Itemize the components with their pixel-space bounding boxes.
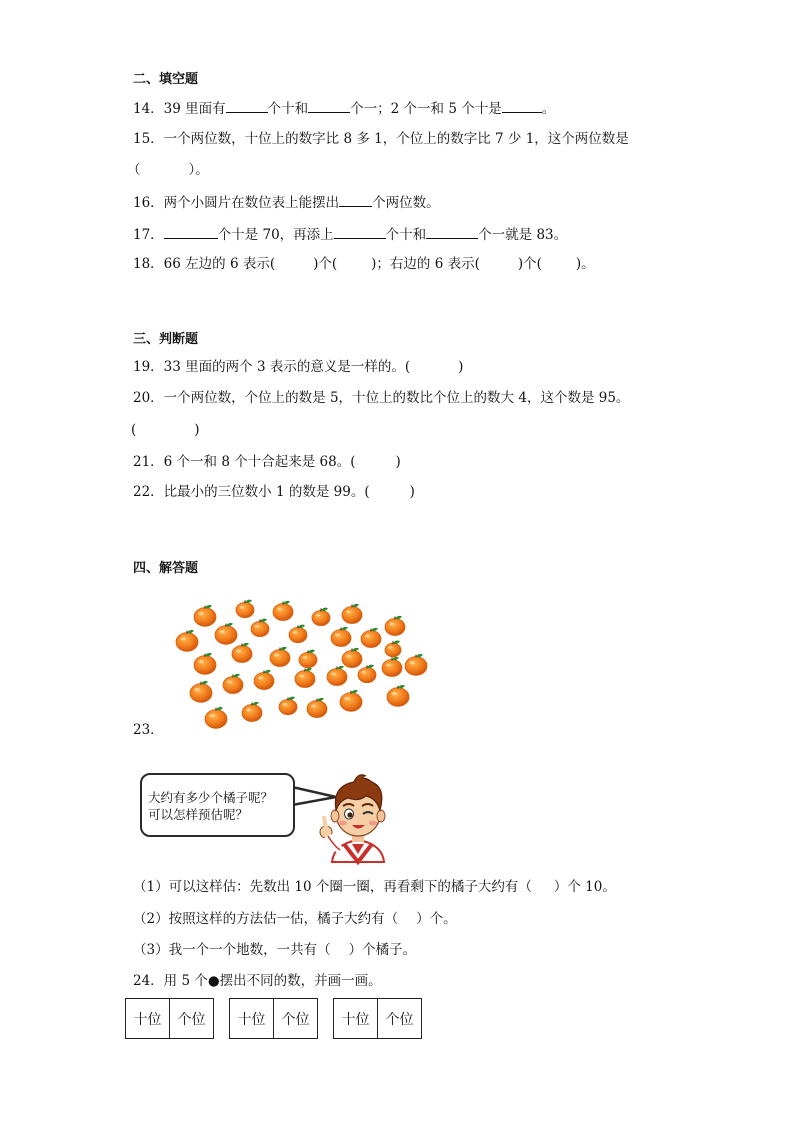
orange xyxy=(295,668,315,688)
orange xyxy=(361,628,381,648)
place-value-table-1 xyxy=(125,998,214,1039)
tens-cell[interactable]: 十位 xyxy=(126,999,170,1039)
question-14: 14．39 里面有 个十和 个一；2 个一和 5 个十是 。 xyxy=(133,98,555,118)
section-heading-fill-blank: 二、填空题 xyxy=(133,72,199,87)
orange xyxy=(194,653,216,674)
orange xyxy=(342,648,362,668)
orange xyxy=(236,600,254,618)
section-heading-solve: 四、解答题 xyxy=(133,561,199,576)
question-20: 20．一个两位数，个位上的数是 5，十位上的数比个位上的数大 4，这个数是 95。 xyxy=(133,390,630,406)
orange xyxy=(273,601,293,621)
orange xyxy=(331,627,351,647)
question-23-part-1: （1）可以这样估：先数出 10 个圈一圈，再看剩下的橘子大约有（ ）个 10。 xyxy=(133,879,616,895)
question-15: 15．一个两位数，十位上的数字比 8 多 1，个位上的数字比 7 少 1，这个两位数是 xyxy=(133,131,629,147)
orange xyxy=(215,623,237,644)
question-24: 24．用 5 个●摆出不同的数，并画一画。 xyxy=(133,973,382,989)
question-18: 18．66 左边的 6 表示( )个( )；右边的 6 表示( )个( )。 xyxy=(133,256,595,272)
question-16: 16．两个小圆片在数位表上能摆出 个两位数。 xyxy=(133,192,440,212)
orange xyxy=(342,604,362,624)
ones-cell[interactable]: 个位 xyxy=(170,999,214,1039)
answer-blank[interactable] xyxy=(164,224,218,239)
place-value-table-2 xyxy=(229,998,318,1039)
question-15-answer: （ ）。 xyxy=(127,162,209,178)
answer-blank[interactable] xyxy=(502,98,542,113)
ones-cell[interactable]: 个位 xyxy=(378,999,422,1039)
orange xyxy=(270,647,290,667)
orange xyxy=(385,616,405,636)
answer-blank[interactable] xyxy=(339,192,372,207)
tens-cell[interactable]: 十位 xyxy=(334,999,378,1039)
orange xyxy=(307,698,327,718)
orange xyxy=(205,707,227,728)
orange xyxy=(387,685,409,706)
question-17: 17． 个十是 70，再添上 个十和 个一就是 83。 xyxy=(133,224,567,244)
orange xyxy=(190,681,212,702)
orange xyxy=(194,605,216,626)
answer-blank[interactable] xyxy=(226,98,268,113)
tens-cell[interactable]: 十位 xyxy=(230,999,274,1039)
question-23-number: 23． xyxy=(133,722,164,738)
question-23-part-3: （3）我一个一个地数，一共有（ ）个橘子。 xyxy=(133,942,417,958)
speech-bubble xyxy=(140,773,295,837)
bubble-line-2: 可以怎样预估呢？ xyxy=(148,807,249,822)
question-20-answer: ( ) xyxy=(131,422,200,438)
orange xyxy=(254,670,274,690)
orange xyxy=(340,690,362,711)
bubble-line-1: 大约有多少个橘子呢？ xyxy=(148,790,274,805)
orange xyxy=(312,608,330,626)
answer-blank[interactable] xyxy=(308,98,350,113)
orange xyxy=(223,674,243,694)
orange xyxy=(358,665,376,683)
orange xyxy=(242,702,262,722)
question-19: 19．33 里面的两个 3 表示的意义是一样的。( ) xyxy=(133,359,464,375)
question-22: 22．比最小的三位数小 1 的数是 99。( ) xyxy=(133,484,415,500)
orange xyxy=(385,641,401,657)
answer-blank[interactable] xyxy=(334,224,386,239)
orange xyxy=(279,697,297,715)
orange xyxy=(251,619,269,637)
oranges-picture xyxy=(165,595,440,735)
orange xyxy=(382,657,402,677)
section-heading-true-false: 三、判断题 xyxy=(133,332,199,347)
orange xyxy=(405,654,427,675)
place-value-table-3 xyxy=(333,998,422,1039)
orange xyxy=(176,630,198,651)
orange xyxy=(232,643,252,663)
question-23-part-2: （2）按照这样的方法估一估，橘子大约有（ ）个。 xyxy=(133,911,457,927)
orange xyxy=(289,625,307,643)
orange xyxy=(299,650,317,668)
ones-cell[interactable]: 个位 xyxy=(274,999,318,1039)
question-21: 21．6 个一和 8 个十合起来是 68。( ) xyxy=(133,454,401,470)
boy-character-illustration xyxy=(318,770,398,870)
orange xyxy=(327,666,347,686)
answer-blank[interactable] xyxy=(426,224,478,239)
